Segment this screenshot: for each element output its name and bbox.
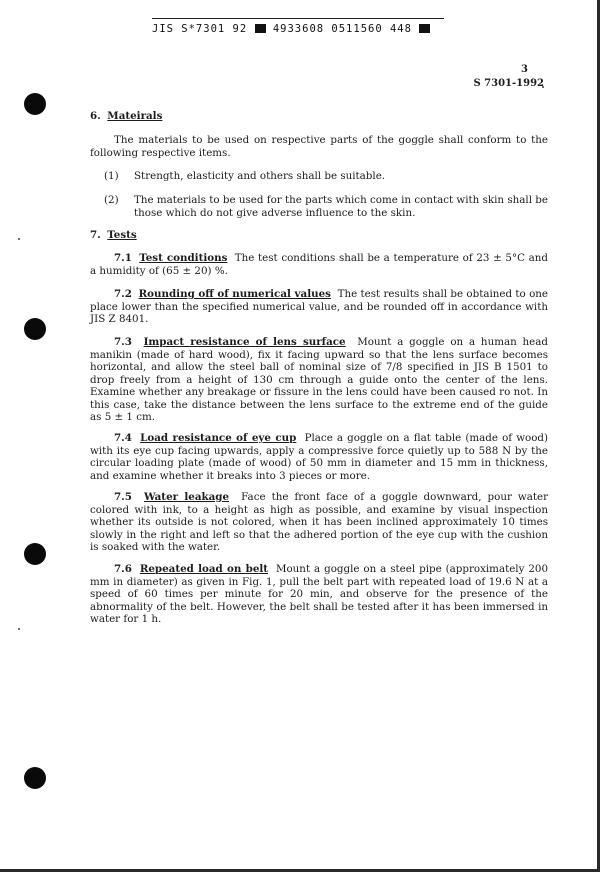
document-header [152, 18, 444, 35]
subsection-text: The test results shall be obtained to one place lower than the specified numerical value, and be rounded off in accordance with JIS Z 8401. [90, 288, 549, 325]
list-item-text: The materials to be used for the parts which come in contact with skin shall be those which do not give adverse influence to the skin. [134, 194, 548, 219]
subsection-heading: Test conditions [139, 252, 228, 264]
scan-speck [18, 628, 20, 630]
subsection-7-6 [90, 563, 548, 626]
scan-speck [18, 238, 20, 240]
section-6-intro: The materials to be used on respective parts of the goggle shall conform to the following respective items. [90, 134, 548, 159]
subsection-number: 7.2 [114, 288, 132, 300]
subsection-text: Mount a goggle on a human head manikin (made of hard wood), fix it facing upward so that the lens surface becomes horizontal, and allow the steel ball of nominal size of 7/8 specified in JIS B 1501 to drop freely from a height of 130 cm through a guide onto the center of the lens. Examine whether any breakage or fissure in the lens could have been caused ro not. In this case, take the distance between the lens surface to the extreme end of the guide as 5 ± 1 cm. [90, 336, 549, 423]
section-6-heading [90, 110, 548, 123]
subsection-text: Face the front face of a goggle downward, pour water colored with ink, to a height as high as possible, and examine by visual inspection whether its outside is not colored, when it has been inclined approximately 10 times slowly in the right and left so that the adhered portion of the eye cup with the cushion is soaked with the water. [90, 491, 549, 553]
subsection-7-1 [90, 252, 548, 277]
subsection-7-2 [90, 288, 548, 326]
subsection-number: 7.3 [114, 336, 132, 348]
subsection-7-3 [90, 336, 548, 424]
list-item-text: Strength, elasticity and others shall be suitable. [134, 170, 386, 182]
subsection-heading: Water leakage [143, 491, 230, 503]
subsection-text: Mount a goggle on a steel pipe (approximately 200 mm in diameter) as given in Fig. 1, pull the belt part with repeated load of 19.6 N at a speed of 60 times per minute for 20 min, and observe for the presence of the abnormality of the belt. However, the belt shall be tested after it has been immersed in water for 1 h. [90, 563, 549, 625]
section-number: 6. [90, 110, 101, 122]
barcode-block-icon [255, 24, 266, 33]
barcode-block-icon [419, 24, 430, 33]
standard-number: S 7301-1992 [473, 78, 544, 89]
section-number: 7. [90, 229, 101, 241]
subsection-heading: Impact resistance of lens surface [143, 336, 346, 348]
header-right: 4933608 0511560 448 [272, 23, 412, 35]
subsection-number: 7.6 [114, 563, 132, 575]
subsection-number: 7.1 [114, 252, 132, 264]
subsection-7-4 [90, 432, 548, 482]
subsection-heading: Repeated load on belt [139, 563, 269, 575]
section-title: Tests [107, 229, 137, 241]
punch-hole-icon [24, 543, 46, 565]
punch-hole-icon [24, 767, 46, 789]
section-7-heading [90, 229, 548, 242]
subsection-text: The test conditions shall be a temperature of 23 ± 5°C and a humidity of (65 ± 20) %. [90, 252, 549, 277]
subsection-text: Place a goggle on a flat table (made of wood) with its eye cup facing upwards, apply a compressive force quietly up to 588 N by the circular loading plate (made of wood) of 50 mm in diameter and 15 mm in thickness, and examine whether it breaks into 3 pieces or more. [90, 432, 549, 482]
subsection-number: 7.4 [114, 432, 132, 444]
page-number: 3 [521, 64, 528, 75]
subsection-heading: Rounding off of numerical values [138, 288, 331, 300]
punch-hole-icon [24, 93, 46, 115]
list-item-number: (2) [104, 194, 119, 206]
header-left: JIS S*7301 92 [152, 23, 248, 35]
punch-hole-icon [24, 318, 46, 340]
subsection-number: 7.5 [114, 491, 132, 503]
section-title: Mateirals [107, 110, 163, 122]
list-item-number: (1) [104, 170, 119, 182]
subsection-7-5 [90, 491, 548, 554]
subsection-heading: Load resistance of eye cup [140, 432, 297, 444]
